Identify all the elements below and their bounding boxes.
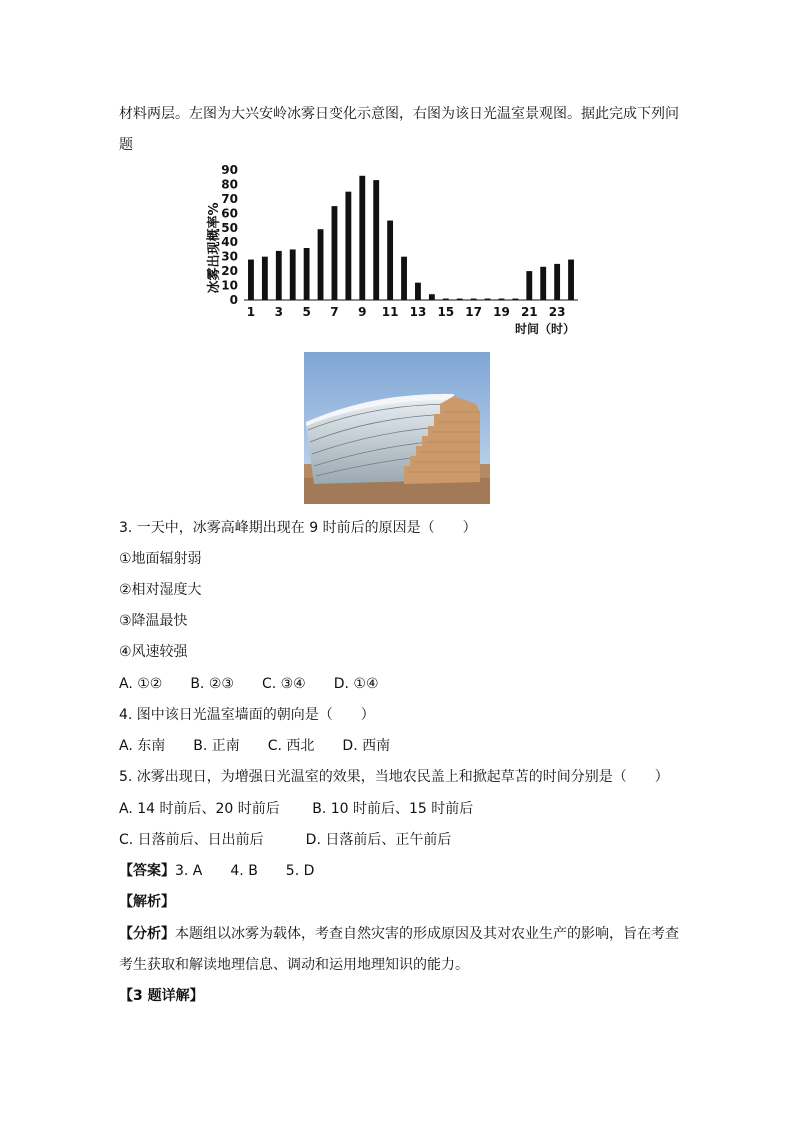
answer-tag: 【答案】	[119, 863, 175, 879]
x-tick-label: 5	[302, 305, 311, 319]
bar	[248, 260, 254, 300]
intro-line-1: 材料两层。左图为大兴安岭冰雾日变化示意图，右图为该日光温室景观图。据此完成下列问	[119, 106, 679, 122]
x-tick-label: 7	[330, 305, 339, 319]
q3-choices: A. ①② B. ②③ C. ③④ D. ①④	[119, 676, 379, 692]
q3-option-4: ④风速较强	[119, 644, 188, 660]
bar	[429, 294, 435, 300]
y-tick-label: 70	[221, 191, 238, 206]
y-tick-label: 40	[221, 235, 238, 250]
q4-choices: A. 东南 B. 正南 C. 西北 D. 西南	[119, 738, 391, 754]
x-tick-label: 1	[246, 305, 256, 319]
bar	[415, 283, 421, 300]
bar	[345, 192, 351, 300]
bar	[359, 176, 365, 300]
q3-stem: 3. 一天中，冰雾高峰期出现在 9 时前后的原因是（ ）	[119, 520, 477, 536]
y-axis-label	[206, 202, 222, 293]
bar	[318, 229, 324, 300]
y-tick-label: 10	[221, 278, 238, 293]
q5-stem: 5. 冰雾出现日，为增强日光温室的效果，当地农民盖上和掀起草苫的时间分别是（ ）	[119, 769, 669, 785]
bar	[332, 206, 338, 300]
y-tick-label: 90	[221, 163, 238, 177]
bar	[304, 248, 310, 300]
x-axis-ticks	[247, 305, 566, 319]
analysis-tag: 【分析】	[119, 926, 175, 942]
bar	[401, 257, 407, 300]
x-tick-label: 3	[274, 305, 283, 319]
q4-stem: 4. 图中该日光温室墙面的朝向是（ ）	[119, 707, 375, 723]
y-axis-label-text: 冰雾出现概率%	[207, 202, 222, 294]
x-tick-label: 11	[381, 305, 399, 319]
y-tick-label: 50	[221, 220, 238, 235]
bar	[568, 260, 574, 300]
bar	[290, 249, 296, 300]
bar	[526, 271, 532, 300]
bar	[276, 251, 282, 300]
q3-option-3: ③降温最快	[119, 613, 188, 629]
detail-heading: 【3 题详解】	[119, 988, 204, 1004]
x-axis-label: 时间（时）	[514, 322, 576, 336]
bars-group	[248, 176, 574, 300]
bar	[262, 257, 268, 300]
answer-line	[119, 861, 314, 881]
bar	[387, 221, 393, 300]
x-tick-label: 19	[493, 305, 510, 319]
q5-choices-ab: A. 14 时前后、20 时前后 B. 10 时前后、15 时前后	[119, 801, 474, 817]
y-tick-label: 20	[221, 264, 238, 279]
x-tick-label: 17	[465, 305, 482, 319]
y-tick-label: 30	[221, 249, 238, 264]
x-tick-label: 21	[520, 305, 538, 319]
analysis-paragraph	[119, 919, 679, 981]
intro-line-2: 题	[119, 137, 133, 153]
q5-choices-cd: C. 日落前后、日出前后 D. 日落前后、正午前后	[119, 832, 452, 848]
x-tick-label: 13	[409, 305, 427, 319]
bar	[373, 180, 379, 300]
greenhouse-photo	[304, 352, 490, 504]
bar	[540, 267, 546, 300]
q3-option-2: ②相对湿度大	[119, 582, 202, 598]
answer-text: 3. A 4. B 5. D	[175, 863, 315, 879]
analysis-heading: 【解析】	[119, 894, 175, 910]
y-tick-label: 80	[221, 177, 238, 192]
bar	[554, 264, 560, 300]
y-axis-ticks	[221, 163, 238, 307]
x-tick-label: 23	[548, 305, 566, 319]
x-tick-label: 15	[437, 305, 455, 319]
x-tick-label: 9	[358, 305, 367, 319]
y-tick-label: 0	[229, 293, 238, 307]
analysis-text: 本题组以冰雾为载体，考查自然灾害的形成原因及其对农业生产的影响，旨在考查考生获取和解读地理信息、调动和运用地理知识的能力。	[119, 926, 679, 973]
y-tick-label: 60	[221, 206, 238, 221]
q3-option-1: ①地面辐射弱	[119, 551, 202, 567]
fog-probability-bar-chart	[200, 158, 590, 340]
